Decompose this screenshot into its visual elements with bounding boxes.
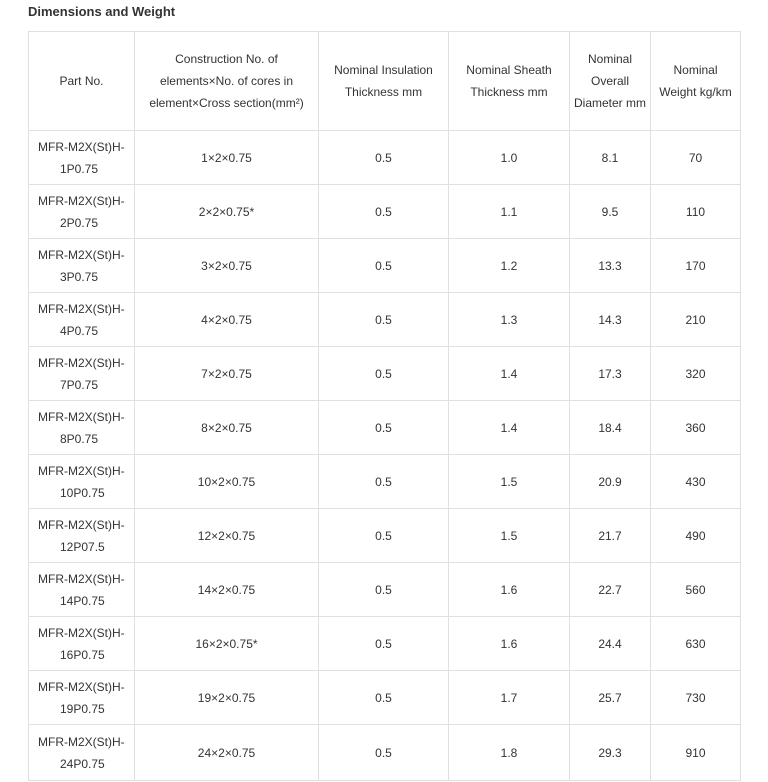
cell-sheath-thickness: 1.2 bbox=[449, 239, 570, 293]
table-row bbox=[29, 293, 741, 347]
cell-part-no bbox=[29, 509, 135, 563]
cell-insulation-thickness: 0.5 bbox=[319, 185, 449, 239]
part-no-line2: 3P0.75 bbox=[60, 269, 99, 284]
cell-part-no bbox=[29, 725, 135, 781]
cell-overall-diameter: 20.9 bbox=[570, 455, 651, 509]
cell-weight: 170 bbox=[651, 239, 741, 293]
header-overall-diameter: Nominal Overall Diameter mm bbox=[570, 32, 651, 131]
cell-construction: 1×2×0.75 bbox=[135, 131, 319, 185]
part-no-line1: MFR-M2X(St)H- bbox=[38, 247, 125, 262]
part-no-line1: MFR-M2X(St)H- bbox=[38, 517, 125, 532]
cell-construction: 24×2×0.75 bbox=[135, 725, 319, 781]
table-row bbox=[29, 239, 741, 293]
table-row bbox=[29, 185, 741, 239]
cell-part-no bbox=[29, 347, 135, 401]
table-row bbox=[29, 509, 741, 563]
cell-construction: 14×2×0.75 bbox=[135, 563, 319, 617]
cell-weight: 70 bbox=[651, 131, 741, 185]
cell-part-no bbox=[29, 131, 135, 185]
part-no-line2: 10P0.75 bbox=[60, 485, 105, 500]
cell-construction: 3×2×0.75 bbox=[135, 239, 319, 293]
cell-overall-diameter: 24.4 bbox=[570, 617, 651, 671]
part-no-line1: MFR-M2X(St)H- bbox=[38, 463, 125, 478]
part-no-line2: 8P0.75 bbox=[60, 431, 99, 446]
cell-overall-diameter: 25.7 bbox=[570, 671, 651, 725]
header-weight: Nominal Weight kg/km bbox=[651, 32, 741, 131]
cell-insulation-thickness: 0.5 bbox=[319, 455, 449, 509]
part-no-line2: 4P0.75 bbox=[60, 323, 99, 338]
part-no-line1: MFR-M2X(St)H- bbox=[38, 409, 125, 424]
cell-weight: 730 bbox=[651, 671, 741, 725]
cell-insulation-thickness: 0.5 bbox=[319, 617, 449, 671]
part-no-line1: MFR-M2X(St)H- bbox=[38, 679, 125, 694]
cell-construction: 4×2×0.75 bbox=[135, 293, 319, 347]
cell-weight: 210 bbox=[651, 293, 741, 347]
part-no-line2: 16P0.75 bbox=[60, 647, 105, 662]
cell-part-no bbox=[29, 617, 135, 671]
header-construction: Construction No. of elements×No. of cores in element×Cross section(mm²) bbox=[135, 32, 319, 131]
cell-weight: 630 bbox=[651, 617, 741, 671]
part-no-line2: 2P0.75 bbox=[60, 215, 99, 230]
part-no-line1: MFR-M2X(St)H- bbox=[38, 734, 125, 749]
part-no-line1: MFR-M2X(St)H- bbox=[38, 625, 125, 640]
cell-overall-diameter: 17.3 bbox=[570, 347, 651, 401]
cell-insulation-thickness: 0.5 bbox=[319, 563, 449, 617]
cell-overall-diameter: 22.7 bbox=[570, 563, 651, 617]
part-no-line2: 14P0.75 bbox=[60, 593, 105, 608]
section-title: Dimensions and Weight bbox=[28, 4, 176, 19]
cell-part-no bbox=[29, 239, 135, 293]
table-row bbox=[29, 131, 741, 185]
cell-construction: 16×2×0.75* bbox=[135, 617, 319, 671]
cell-construction: 2×2×0.75* bbox=[135, 185, 319, 239]
cell-sheath-thickness: 1.7 bbox=[449, 671, 570, 725]
cell-sheath-thickness: 1.5 bbox=[449, 455, 570, 509]
cell-construction: 12×2×0.75 bbox=[135, 509, 319, 563]
cell-overall-diameter: 13.3 bbox=[570, 239, 651, 293]
cell-weight: 490 bbox=[651, 509, 741, 563]
cell-sheath-thickness: 1.4 bbox=[449, 401, 570, 455]
cell-part-no bbox=[29, 401, 135, 455]
cell-sheath-thickness: 1.0 bbox=[449, 131, 570, 185]
cell-weight: 110 bbox=[651, 185, 741, 239]
cell-sheath-thickness: 1.5 bbox=[449, 509, 570, 563]
table-row bbox=[29, 671, 741, 725]
cell-overall-diameter: 29.3 bbox=[570, 725, 651, 781]
cell-weight: 560 bbox=[651, 563, 741, 617]
table-row bbox=[29, 563, 741, 617]
cell-weight: 430 bbox=[651, 455, 741, 509]
cell-insulation-thickness: 0.5 bbox=[319, 347, 449, 401]
part-no-line2: 19P0.75 bbox=[60, 701, 105, 716]
header-sheath-thickness: Nominal Sheath Thickness mm bbox=[449, 32, 570, 131]
cell-part-no bbox=[29, 671, 135, 725]
cell-insulation-thickness: 0.5 bbox=[319, 239, 449, 293]
cell-part-no bbox=[29, 293, 135, 347]
cell-insulation-thickness: 0.5 bbox=[319, 401, 449, 455]
cell-part-no bbox=[29, 185, 135, 239]
cell-weight: 360 bbox=[651, 401, 741, 455]
cell-construction: 10×2×0.75 bbox=[135, 455, 319, 509]
part-no-line1: MFR-M2X(St)H- bbox=[38, 193, 125, 208]
cell-construction: 7×2×0.75 bbox=[135, 347, 319, 401]
table-row bbox=[29, 725, 741, 781]
cell-sheath-thickness: 1.1 bbox=[449, 185, 570, 239]
cell-weight: 320 bbox=[651, 347, 741, 401]
cell-sheath-thickness: 1.6 bbox=[449, 563, 570, 617]
header-insulation-thickness: Nominal Insulation Thickness mm bbox=[319, 32, 449, 131]
cell-construction: 8×2×0.75 bbox=[135, 401, 319, 455]
cell-overall-diameter: 14.3 bbox=[570, 293, 651, 347]
part-no-line2: 7P0.75 bbox=[60, 377, 99, 392]
dimensions-weight-table bbox=[28, 31, 741, 781]
cell-sheath-thickness: 1.6 bbox=[449, 617, 570, 671]
part-no-line1: MFR-M2X(St)H- bbox=[38, 139, 125, 154]
cell-insulation-thickness: 0.5 bbox=[319, 509, 449, 563]
cell-overall-diameter: 8.1 bbox=[570, 131, 651, 185]
cell-construction: 19×2×0.75 bbox=[135, 671, 319, 725]
cell-insulation-thickness: 0.5 bbox=[319, 131, 449, 185]
part-no-line1: MFR-M2X(St)H- bbox=[38, 355, 125, 370]
cell-insulation-thickness: 0.5 bbox=[319, 671, 449, 725]
table-row bbox=[29, 401, 741, 455]
cell-sheath-thickness: 1.3 bbox=[449, 293, 570, 347]
part-no-line2: 1P0.75 bbox=[60, 161, 99, 176]
cell-sheath-thickness: 1.4 bbox=[449, 347, 570, 401]
table-row bbox=[29, 347, 741, 401]
cell-sheath-thickness: 1.8 bbox=[449, 725, 570, 781]
cell-weight: 910 bbox=[651, 725, 741, 781]
cell-insulation-thickness: 0.5 bbox=[319, 725, 449, 781]
part-no-line2: 24P0.75 bbox=[60, 756, 105, 771]
header-part-no: Part No. bbox=[29, 32, 135, 131]
table-header-row bbox=[29, 32, 741, 131]
cell-overall-diameter: 18.4 bbox=[570, 401, 651, 455]
part-no-line1: MFR-M2X(St)H- bbox=[38, 571, 125, 586]
part-no-line2: 12P07.5 bbox=[60, 539, 105, 554]
cell-insulation-thickness: 0.5 bbox=[319, 293, 449, 347]
table-row bbox=[29, 617, 741, 671]
cell-overall-diameter: 9.5 bbox=[570, 185, 651, 239]
part-no-line1: MFR-M2X(St)H- bbox=[38, 301, 125, 316]
cell-part-no bbox=[29, 455, 135, 509]
cell-part-no bbox=[29, 563, 135, 617]
table-row bbox=[29, 455, 741, 509]
cell-overall-diameter: 21.7 bbox=[570, 509, 651, 563]
